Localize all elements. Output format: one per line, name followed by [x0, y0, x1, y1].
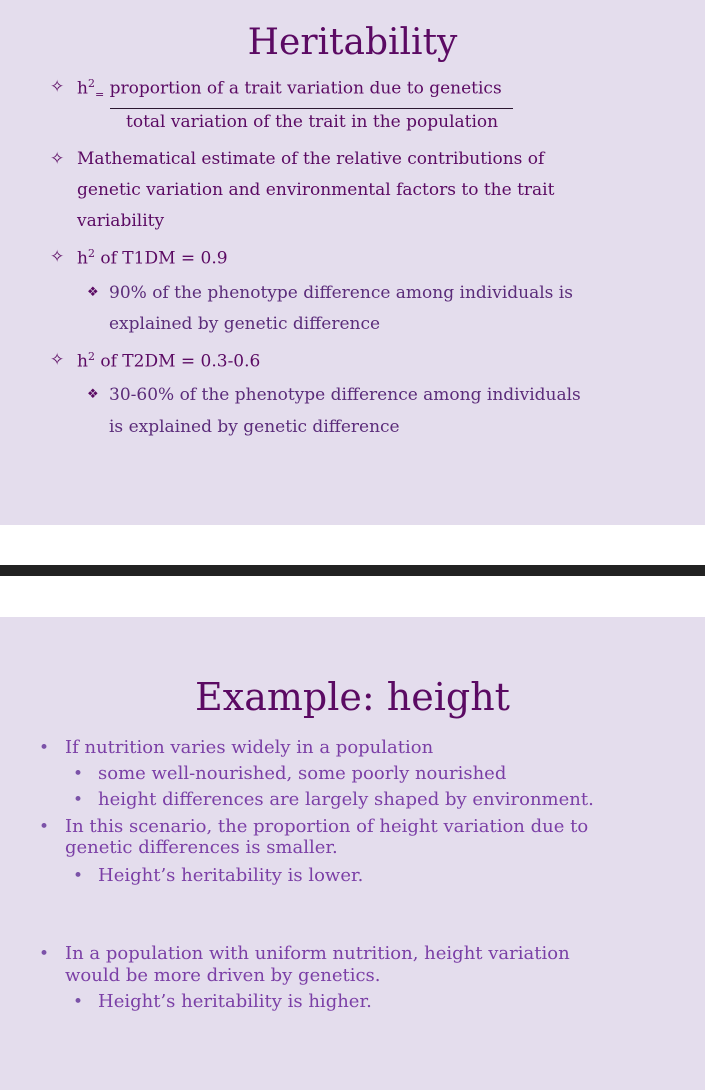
bullet-text-line: Mathematical estimate of the relative contributions of — [77, 149, 545, 169]
t2dm-heritability — [77, 350, 260, 372]
formula-numerator: proportion of a trait variation due to genetics — [109, 78, 502, 99]
list-subitem: height differences are largely shaped by environment. — [98, 789, 594, 810]
list-item: In this scenario, the proportion of height variation due to — [65, 816, 589, 837]
bullet-dot-icon: • — [39, 738, 50, 758]
h-symbol: h — [77, 248, 88, 269]
sub-bullet-text-line: 30-60% of the phenotype difference among individuals — [109, 385, 581, 405]
diamond-bullet-icon: ✧ — [50, 350, 65, 370]
bullet-text-line: variability — [77, 211, 165, 231]
list-subitem: Height’s heritability is lower. — [98, 865, 364, 886]
t2dm-value: of T2DM = 0.3-0.6 — [94, 351, 261, 372]
bullet-dot-icon: • — [73, 764, 84, 784]
h-symbol: h — [77, 78, 88, 99]
list-item: In a population with uniform nutrition, height variation — [65, 943, 570, 964]
list-item: If nutrition varies widely in a population — [65, 737, 434, 758]
h-superscript: 2 — [87, 77, 95, 90]
diamond-bullet-icon: ✧ — [50, 77, 65, 97]
sub-bullet-text-line: is explained by genetic difference — [109, 417, 400, 437]
diamond-bullet-icon: ✧ — [50, 149, 65, 169]
list-item-continuation: genetic differences is smaller. — [65, 837, 338, 858]
bullet-dot-icon: • — [39, 944, 50, 964]
slide-separator-bar — [0, 565, 705, 576]
slide-title: Heritability — [247, 22, 458, 63]
fraction-line — [110, 108, 513, 109]
bullet-dot-icon: • — [73, 992, 84, 1012]
list-subitem: some well-nourished, some poorly nourished — [98, 763, 507, 784]
t1dm-heritability — [77, 247, 228, 269]
sub-bullet-icon: ❖ — [87, 285, 99, 300]
h-symbol: h — [77, 351, 88, 372]
list-item-continuation: would be more driven by genetics. — [65, 965, 381, 986]
sub-bullet-text-line: 90% of the phenotype difference among individuals is — [109, 283, 573, 303]
slide-title: Example: height — [195, 675, 510, 719]
h-superscript: 2 — [87, 247, 95, 260]
bullet-dot-icon: • — [73, 790, 84, 810]
h-superscript: 2 — [87, 350, 95, 363]
slide-example-height — [0, 617, 705, 1090]
formula-denominator: total variation of the trait in the population — [126, 112, 499, 132]
heritability-formula — [77, 77, 502, 101]
bullet-dot-icon: • — [39, 817, 50, 837]
bullet-text-line: genetic variation and environmental factors to the trait — [77, 180, 555, 200]
sub-bullet-text-line: explained by genetic difference — [109, 314, 381, 334]
bullet-dot-icon: • — [73, 866, 84, 886]
t1dm-value: of T1DM = 0.9 — [94, 248, 228, 269]
sub-bullet-icon: ❖ — [87, 387, 99, 402]
slide-heritability — [0, 0, 705, 525]
diamond-bullet-icon: ✧ — [50, 247, 65, 267]
list-subitem: Height’s heritability is higher. — [98, 991, 372, 1012]
equals-sign: = — [94, 88, 105, 102]
